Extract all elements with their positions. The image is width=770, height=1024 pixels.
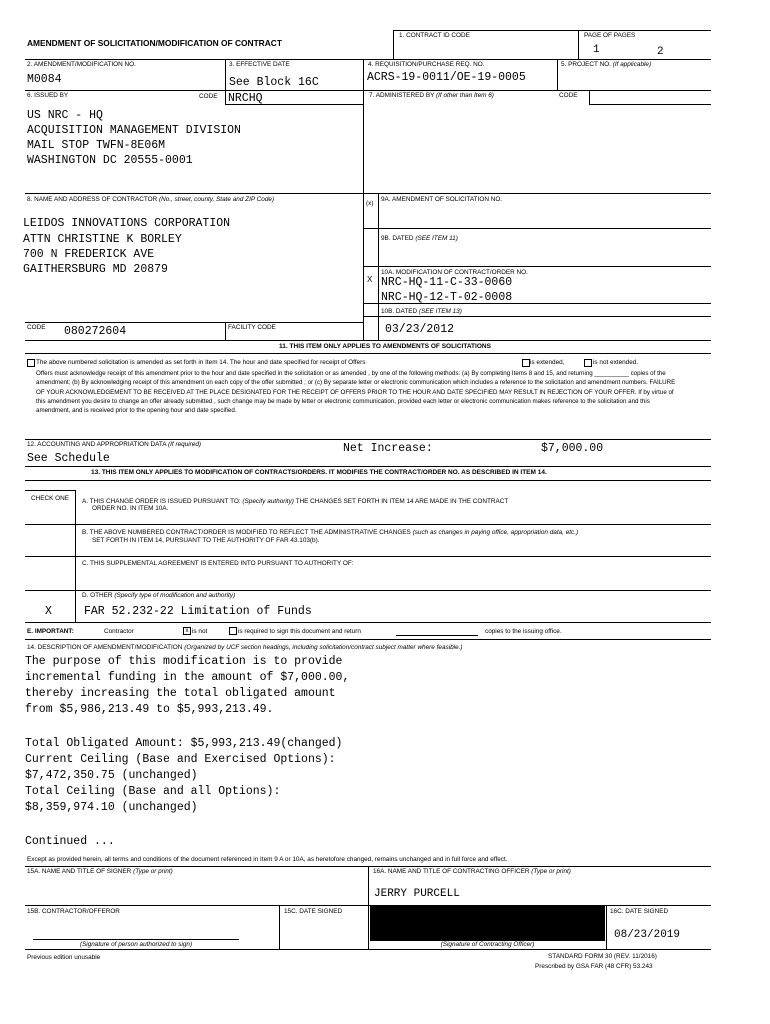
- is-not-label: is not: [192, 628, 208, 635]
- item10b-date: 03/23/2012: [385, 323, 455, 336]
- facility-code-label: FACILITY CODE: [228, 324, 276, 331]
- issued-by-label: 6. ISSUED BY: [27, 92, 69, 99]
- effective-date-label: 3. EFFECTIVE DATE: [229, 61, 290, 68]
- page-of-pages-label: PAGE OF PAGES: [584, 32, 636, 39]
- footer-form-number: STANDARD FORM 30 (REV. 11/2016): [548, 953, 657, 960]
- net-increase-label: Net Increase:: [343, 442, 433, 455]
- item11-instructions: Offers must acknowledge receipt of this amendment prior to the hour and date specified in the solicitation or as amended , by one of the following methods: (a) By completing Items 8 and 15, and returning __________ copies of the amendment; (b) By acknowledging receipt of this amendment on each copy of the offer submitted ; or (c) By separate letter or electronic communication which includes a reference to the solicitation and amendment numbers. FAILURE OF YOUR ACKNOWLEDGEMENT TO BE RECEIVED AT THE PLACE DESIGNATED FOR THE RECEIPT OF OFFERS PRIOR TO THE HOUR AND DATE SPECIFIED MAY RESULT IN REJECTION OF YOUR OFFER. If by virtue of this amendment you desire to change an offer already submitted , such change may be made by letter or electronic communication, provided each letter or electronic communication makes reference to the solicitation and this amendment, and is received prior to the opening hour and date specified.: [36, 370, 676, 415]
- copies-blank: [396, 635, 478, 636]
- item13d-text: D. OTHER (Specify type of modification and authority): [82, 592, 236, 599]
- contract-id-label: 1. CONTRACT ID CODE: [399, 32, 470, 39]
- copies-label: copies to the issuing office.: [485, 628, 562, 635]
- footer-prescribed: Prescribed by GSA FAR (48 CFR) 53.243: [535, 963, 653, 970]
- page-number: 1: [593, 44, 600, 56]
- x-column-header: (x): [366, 200, 374, 207]
- item13c-text: C. THIS SUPPLEMENTAL AGREEMENT IS ENTERED INTO PURSUANT TO AUTHORITY OF:: [82, 560, 354, 567]
- requisition-no: ACRS-19-0011/OE-19-0005: [367, 71, 526, 84]
- important-contractor: Contractor: [104, 628, 134, 635]
- item11-checkbox[interactable]: [27, 359, 35, 367]
- officer-date-signed: 08/23/2019: [614, 929, 681, 941]
- is-required-label: is required to sign this document and return: [238, 628, 361, 635]
- item10a-check-mark: X: [367, 275, 373, 284]
- item12-value: See Schedule: [27, 452, 110, 465]
- administered-by-label: 7. ADMINISTERED BY (If other than Item 6): [369, 92, 494, 99]
- contractor-signature-caption: (Signature of person authorized to sign): [79, 941, 193, 948]
- item10a-label: 10A. MODIFICATION OF CONTRACT/ORDER NO.: [381, 269, 528, 276]
- contractor-label: 8. NAME AND ADDRESS OF CONTRACTOR (No., street, county, State and ZIP Code): [27, 196, 275, 203]
- contractor-date-label: 15C. DATE SIGNED: [284, 908, 343, 915]
- is-not-checkbox[interactable]: x: [183, 627, 191, 635]
- officer-name-label: 16A. NAME AND TITLE OF CONTRACTING OFFICER (Type or print): [373, 868, 571, 875]
- item13-title: 13. THIS ITEM ONLY APPLIES TO MODIFICATION OF CONTRACTS/ORDERS. IT MODIFIES THE CONTRACT/ORDER NO. AS DESCRIBED IN ITEM 14.: [91, 469, 547, 476]
- item13b-text-cont: SET FORTH IN ITEM 14, PURSUANT TO THE AUTHORITY OF FAR 43.103(b).: [92, 537, 320, 544]
- requisition-label: 4. REQUISITION/PURCHASE REQ. NO.: [368, 61, 485, 68]
- contractor-signature-line: [33, 939, 239, 940]
- amendment-no: M0084: [27, 73, 62, 86]
- redacted-officer-signature: [370, 906, 605, 941]
- not-extended-label: is not extended.: [593, 359, 639, 366]
- contractor-code-label: CODE: [27, 324, 46, 331]
- item10b-label: 10B. DATED (SEE ITEM 13): [381, 308, 462, 315]
- net-increase-value: $7,000.00: [541, 442, 604, 455]
- check-one-label: CHECK ONE: [31, 495, 69, 502]
- administered-code-label: CODE: [559, 92, 578, 99]
- contractor-offeror-label: 15B. CONTRACTOR/OFFEROR: [27, 908, 120, 915]
- total-pages: 2: [657, 46, 664, 58]
- issuer-code: NRCHQ: [228, 92, 263, 105]
- officer-date-label: 16C. DATE SIGNED: [610, 908, 669, 915]
- item13d-check-mark: X: [45, 605, 52, 618]
- contractor-code: 080272604: [64, 325, 127, 338]
- item12-label: 12. ACCOUNTING AND APPROPRIATION DATA (If required): [27, 441, 202, 448]
- footer-left: Previous edition unusable: [27, 954, 101, 961]
- item13b-text: B. THE ABOVE NUMBERED CONTRACT/ORDER IS MODIFIED TO REFLECT THE ADMINISTRATIVE CHANGES (such as changes in paying office, appropriation data, etc.): [82, 529, 579, 536]
- effective-date: See Block 16C: [229, 76, 319, 89]
- item11-line1: The above numbered solicitation is amended as set forth in Item 14. The hour and date specified for receipt of Offers: [36, 359, 366, 366]
- item13a-text-cont: ORDER NO. IN ITEM 10A.: [92, 505, 169, 512]
- officer-name: JERRY PURCELL: [374, 888, 460, 900]
- item9b-label: 9B. DATED (SEE ITEM 11): [381, 235, 458, 242]
- extended-checkbox[interactable]: [522, 359, 530, 367]
- code-label: CODE: [199, 93, 218, 100]
- form-title: AMENDMENT OF SOLICITATION/MODIFICATION OF CONTRACT: [27, 38, 282, 48]
- except-text: Except as provided herein, all terms and conditions of the document referenced in Item 9 A or 10A, as heretofore changed, remains unchanged and in full force and effect.: [27, 856, 508, 863]
- item13d-authority: FAR 52.232-22 Limitation of Funds: [84, 605, 312, 618]
- amendment-no-label: 2. AMENDMENT/MODIFICATION NO.: [27, 61, 136, 68]
- item13a-text: A. THIS CHANGE ORDER IS ISSUED PURSUANT TO: (Specify authority) THE CHANGES SET FORTH IN ITEM 14 ARE MADE IN THE CONTRACT: [82, 498, 509, 505]
- item9a-label: 9A. AMENDMENT OF SOLICITATION NO.: [381, 196, 503, 203]
- item14-label: 14. DESCRIPTION OF AMENDMENT/MODIFICATION (Organized by UCF section headings, including solicitation/contract subject matter where feasible.): [27, 644, 463, 651]
- not-extended-checkbox[interactable]: [584, 359, 592, 367]
- project-label: 5. PROJECT NO. (If applicable): [561, 61, 652, 68]
- item10a-order-no: NRC-HQ-12-T-02-0008: [381, 291, 513, 304]
- signer-name-label: 15A. NAME AND TITLE OF SIGNER (Type or print): [27, 868, 173, 875]
- important-label: E. IMPORTANT:: [27, 628, 74, 635]
- officer-signature-caption: (Signature of Contracting Officer): [440, 941, 535, 948]
- item11-title: 11. THIS ITEM ONLY APPLIES TO AMENDMENTS OF SOLICITATIONS: [279, 343, 491, 350]
- is-required-checkbox[interactable]: [229, 627, 237, 635]
- extended-label: is extended,: [530, 359, 565, 366]
- item10a-contract-no: NRC-HQ-11-C-33-0060: [381, 276, 513, 289]
